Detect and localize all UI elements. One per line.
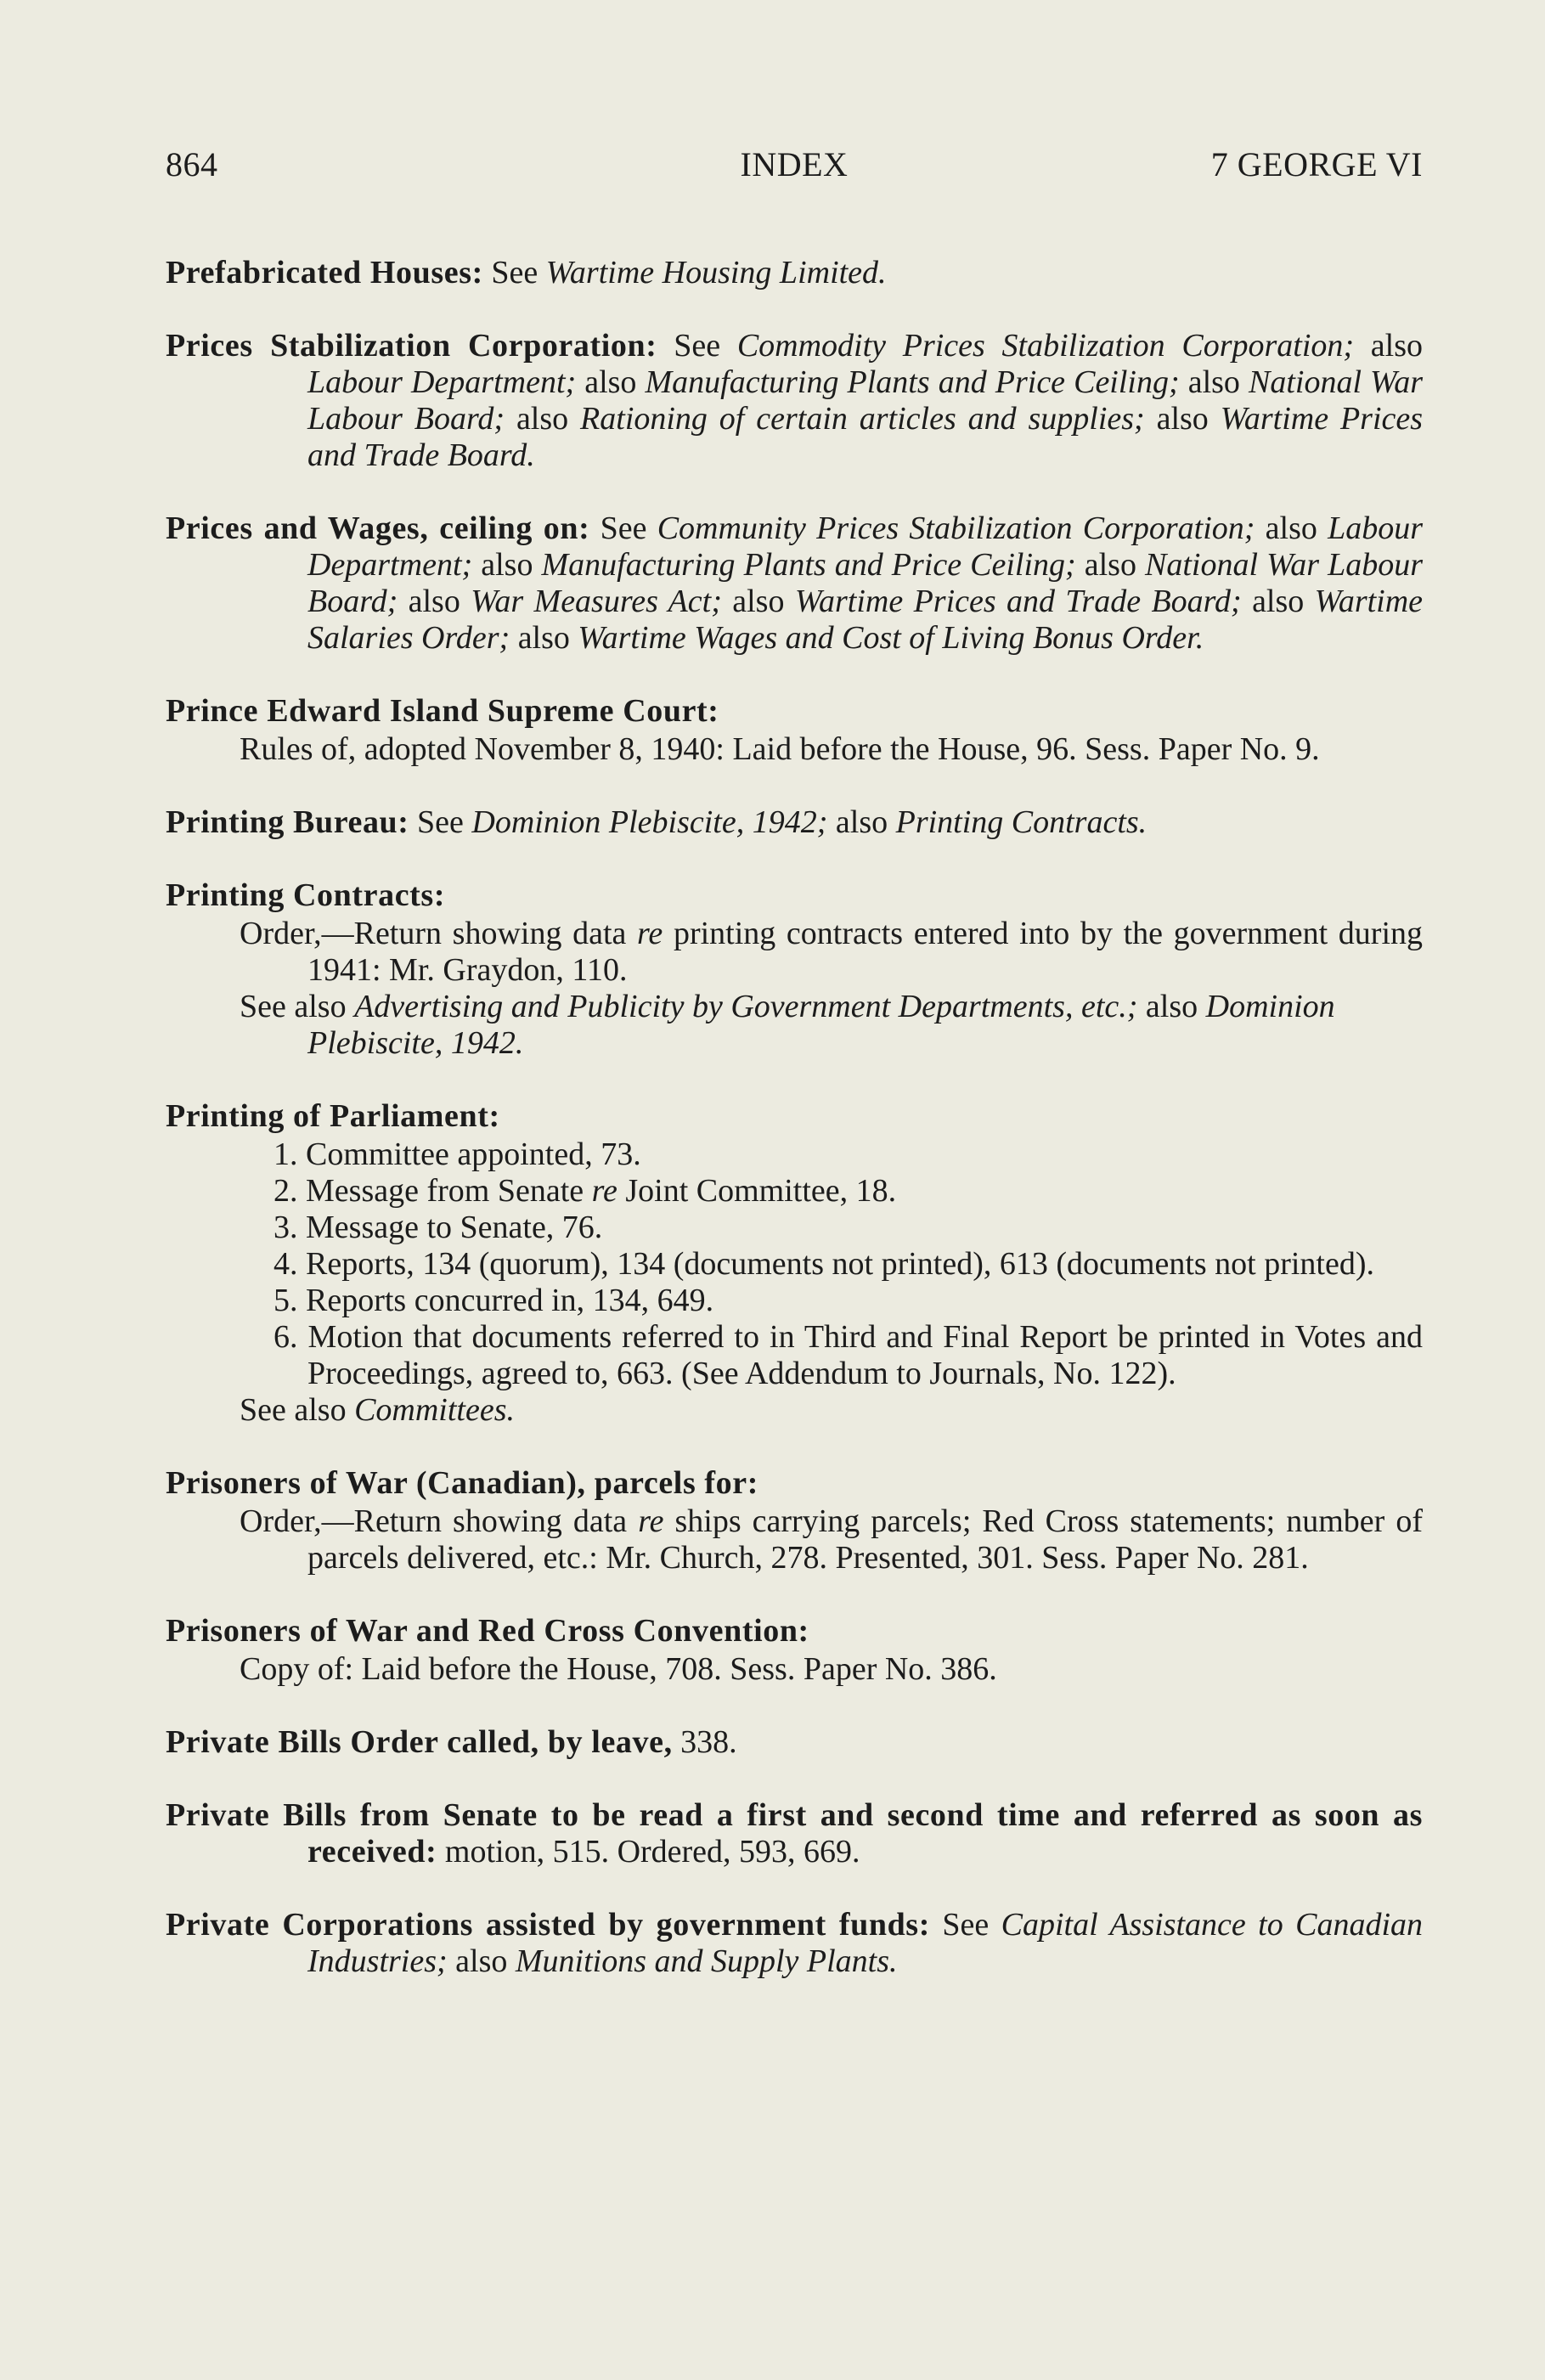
list-item: 1. Committee appointed, 73. (273, 1136, 641, 1172)
index-entry-printing-contracts (166, 877, 1423, 1062)
cross-reference: Rationing of certain articles and supplies; (580, 401, 1145, 437)
running-header (166, 136, 1423, 187)
entry-heading: Private Bills from Senate to be read a first and second time and referred as soon as received: (166, 1797, 1423, 1870)
cross-reference: Wartime Housing Limited. (545, 255, 887, 290)
list-item: 2. Message from Senate re Joint Committee, 18. (273, 1173, 897, 1209)
entry-subitem: Order,—Return showing data re ships carrying parcels; Red Cross statements; number of parcels delivered, etc.: Mr. Church, 278. Presented, 301. Sess. Paper No. 281. (240, 1503, 1424, 1576)
entry-subitem: Copy of: Laid before the House, 708. Sess. Paper No. 386. (240, 1651, 997, 1687)
entry-heading: Printing Bureau: (166, 804, 409, 840)
entry-heading: Printing of Parliament: (166, 1098, 500, 1134)
cross-reference: Capital Assistance to Canadian Industries; (307, 1907, 1424, 1979)
cross-reference: Advertising and Publicity by Government Departments, etc.; (354, 989, 1138, 1024)
entry-heading: Prefabricated Houses: (166, 255, 483, 290)
index-entry-prisoners-of-war-parcels (166, 1465, 1423, 1576)
cross-reference: Dominion Plebiscite, 1942. (307, 989, 1335, 1061)
entry-subitem: Order,—Return showing data re printing contracts entered into by the government during 1941: Mr. Graydon, 110. (240, 916, 1424, 988)
index-entry-private-bills-senate: Private Bills from Senate to be read a first and second time and referred as soon as received: motion, 515. Ordered, 593, 669. (166, 1797, 1423, 1870)
index-entry-private-corporations: Private Corporations assisted by government funds: See Capital Assistance to Canadian Industries; also Munitions and Supply Plants. (166, 1907, 1424, 1979)
list-item: 5. Reports concurred in, 134, 649. (273, 1283, 714, 1318)
cross-reference: Labour Department; (307, 364, 577, 400)
entry-heading: Prince Edward Island Supreme Court: (166, 693, 719, 729)
entry-heading: Private Bills Order called, by leave, (166, 1724, 673, 1760)
cross-reference: Community Prices Stabilization Corporation; (657, 510, 1255, 546)
list-item: 3. Message to Senate, 76. (273, 1210, 603, 1245)
index-entry-pei-supreme-court (166, 693, 1423, 768)
entry-heading: Prices Stabilization Corporation: (166, 328, 657, 364)
page-number: 864 (166, 145, 218, 183)
cross-reference: Munitions and Supply Plants. (515, 1943, 898, 1979)
entry-heading: Prisoners of War and Red Cross Convention: (166, 1613, 809, 1649)
cross-reference: Wartime Prices and Trade Board. (307, 401, 1424, 473)
cross-reference: War Measures Act; (471, 584, 722, 619)
index-entry-prisoners-of-war-red-cross (166, 1613, 1423, 1688)
cross-reference: Wartime Prices and Trade Board; (794, 584, 1242, 619)
cross-reference: Wartime Wages and Cost of Living Bonus Order. (578, 620, 1204, 656)
entry-subitem: Rules of, adopted November 8, 1940: Laid before the House, 96. Sess. Paper No. 9. (240, 731, 1320, 767)
entry-heading: Printing Contracts: (166, 877, 446, 913)
cross-reference: Labour Department; (307, 510, 1424, 583)
cross-reference: Dominion Plebiscite, 1942; (471, 804, 828, 840)
index-page (166, 136, 1423, 1980)
index-entry-printing-of-parliament (166, 1098, 1423, 1429)
cross-reference: Printing Contracts. (895, 804, 1147, 840)
see-also: See also Committees. (240, 1392, 516, 1428)
cross-reference: Manufacturing Plants and Price Ceiling; (541, 547, 1076, 583)
index-entry-printing-bureau: Printing Bureau: See Dominion Plebiscite, 1942; also Printing Contracts. (166, 804, 1147, 840)
cross-reference: National War Labour Board; (307, 364, 1424, 437)
numbered-list (166, 1136, 1423, 1392)
list-item: 4. Reports, 134 (quorum), 134 (documents not printed), 613 (documents not printed). (273, 1246, 1375, 1282)
index-entry-private-bills-order: Private Bills Order called, by leave, 338. (166, 1724, 737, 1760)
see-also: See also Advertising and Publicity by Government Departments, etc.; also Dominion Plebiscite, 1942. (240, 989, 1335, 1061)
cross-reference: National War Labour Board; (307, 547, 1424, 619)
cross-reference: Manufacturing Plants and Price Ceiling; (645, 364, 1180, 400)
index-entry-prices-stabilization: Prices Stabilization Corporation: See Commodity Prices Stabilization Corporation; also Labour Department; also Manufacturing Plants and Price Ceiling; also National War Labour Board; also Rationing of certain articles and supplies; also Wartime Prices and Trade Board. (166, 328, 1424, 473)
entry-heading: Private Corporations assisted by government funds: (166, 1907, 930, 1943)
entry-heading: Prisoners of War (Canadian), parcels for: (166, 1465, 759, 1501)
cross-reference: Commodity Prices Stabilization Corporation; (736, 328, 1355, 364)
entry-heading: Prices and Wages, ceiling on: (166, 510, 590, 546)
list-item: 6. Motion that documents referred to in Third and Final Report be printed in Votes and Proceedings, agreed to, 663. (See Addendum to Journals, No. 122). (273, 1319, 1424, 1391)
index-entry-prefabricated-houses: Prefabricated Houses: See Wartime Housing Limited. (166, 255, 887, 290)
cross-reference: Wartime Salaries Order; (307, 584, 1424, 656)
index-entry-prices-and-wages: Prices and Wages, ceiling on: See Community Prices Stabilization Corporation; also Labour Department; also Manufacturing Plants and Price Ceiling; also National War Labour Board; also War Measures Act; also Wartime Prices and Trade Board; also Wartime Salaries Order; also Wartime Wages and Cost of Living Bonus Order. (166, 510, 1424, 656)
cross-reference: Committees. (354, 1392, 516, 1428)
page-title: INDEX (740, 145, 849, 183)
reign-label: 7 GEORGE VI (1210, 145, 1423, 183)
